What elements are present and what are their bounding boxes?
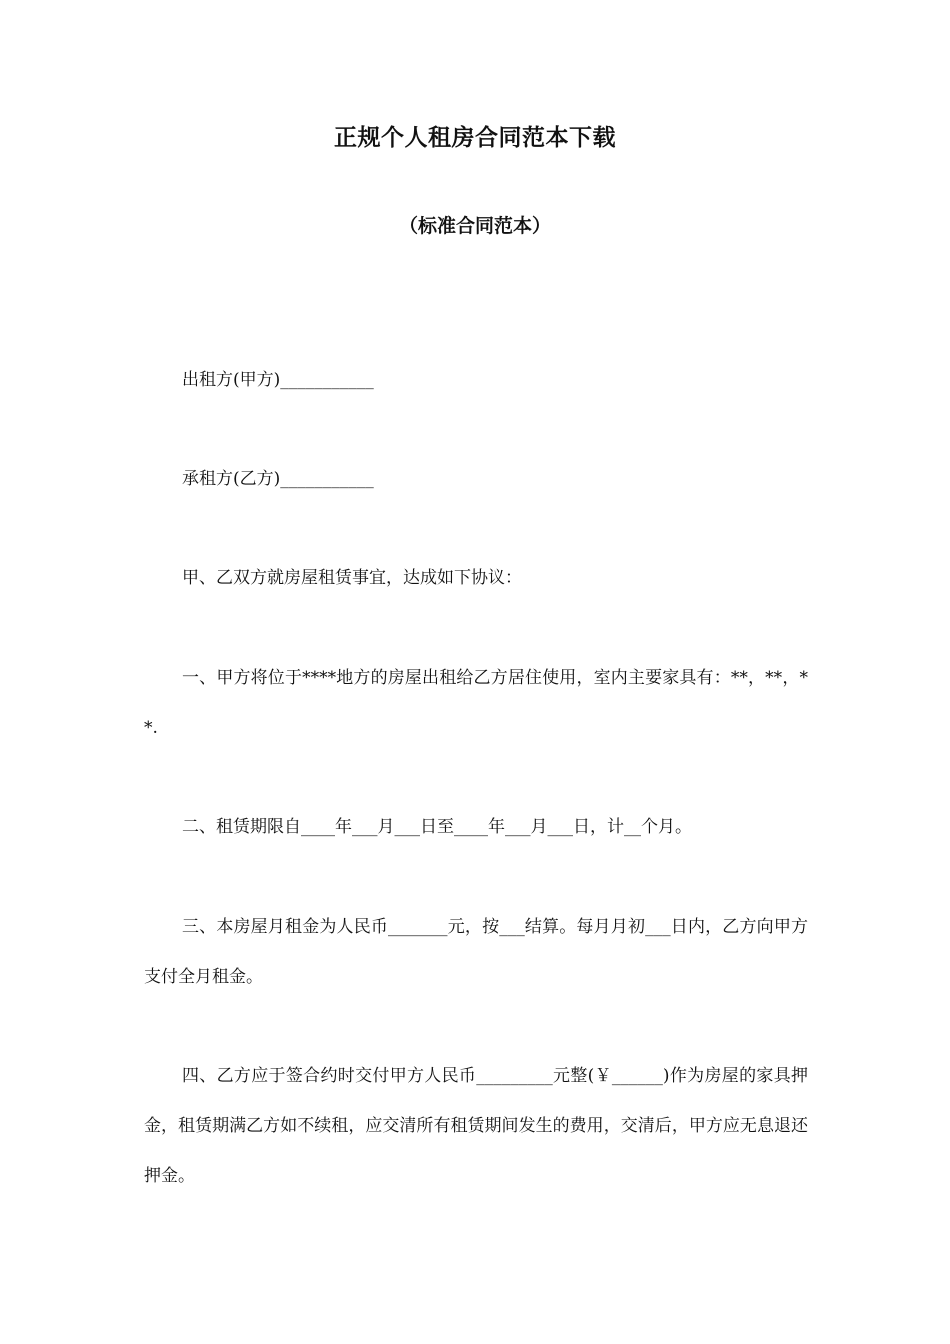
agreement-intro: 甲、乙双方就房屋租赁事宜，达成如下协议： [182, 568, 522, 588]
party-a-line: 出租方(甲方)___________ [182, 370, 374, 390]
clause-2: 二、租赁期限自____年___月___日至____年___月___日，计__个月。 [182, 817, 692, 837]
party-b-line: 承租方(乙方)___________ [182, 469, 374, 489]
clause-1: 一、甲方将位于****地方的房屋出租给乙方居住使用，室内主要家具有：**，**，**. [144, 668, 808, 738]
clause-4: 四、乙方应于签合约时交付甲方人民币_________元整(￥______)作为房屋的家具押金，租赁期满乙方如不续租，应交清所有租赁期间发生的费用，交清后，甲方应无息退还押金。 [144, 1066, 808, 1186]
document-title: 正规个人租房合同范本下载 [334, 125, 616, 151]
document-subtitle: （标准合同范本） [398, 215, 551, 237]
clause-3: 三、本房屋月租金为人民币_______元，按___结算。每月月初___日内，乙方向甲方支付全月租金。 [144, 917, 808, 987]
